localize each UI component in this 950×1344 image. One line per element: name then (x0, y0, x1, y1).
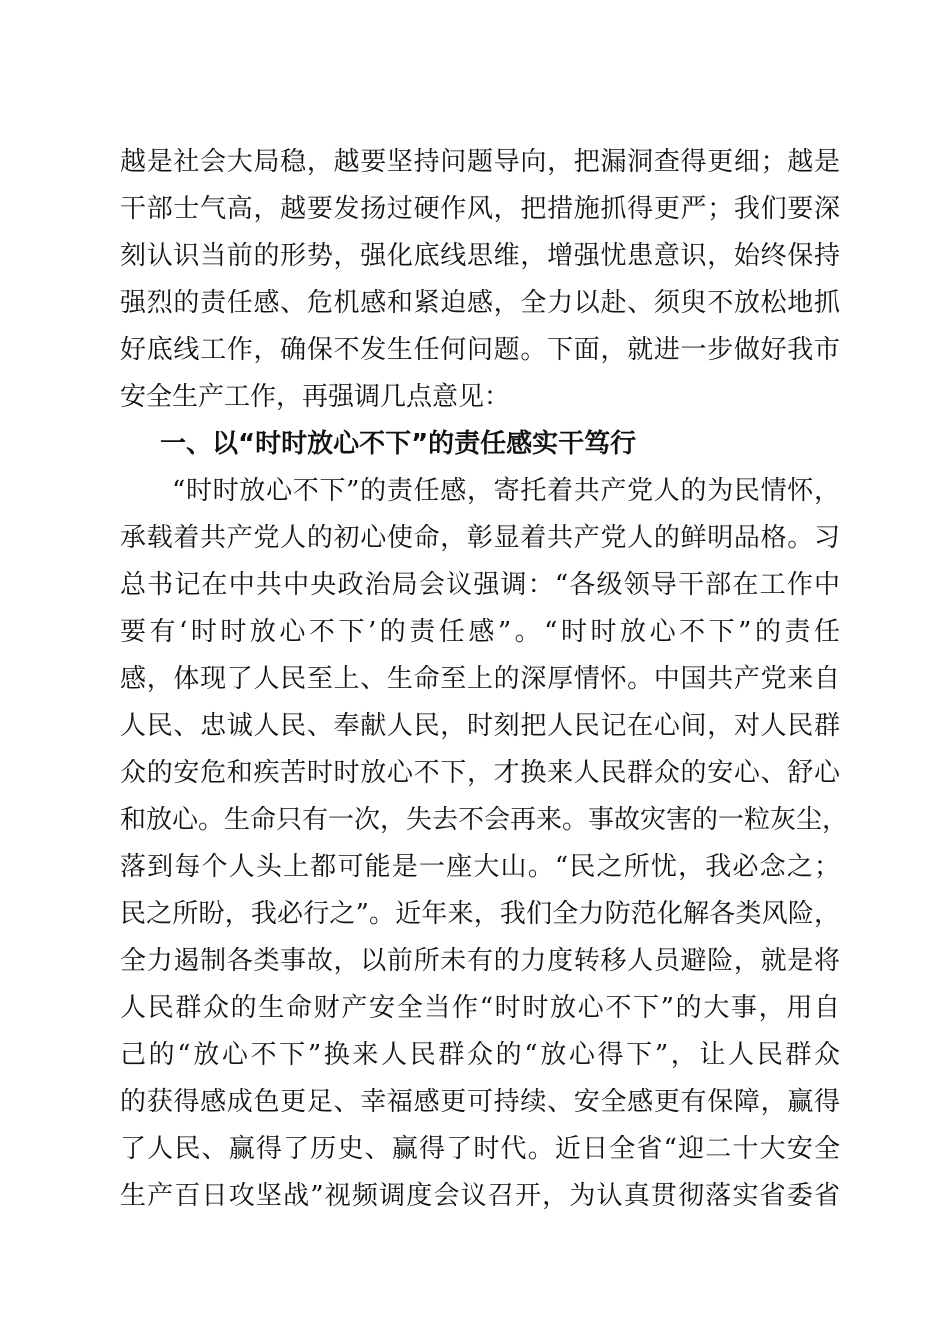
paragraph-2-line-2: 承载着共产党人的初心使命，彰显着共产党人的鲜明品格。习 (120, 523, 840, 553)
paragraph-2-line-5: 感，体现了人民至上、生命至上的深厚情怀。中国共产党来自 (120, 664, 840, 694)
paragraph-2-line-11: 全力遏制各类事故，以前所未有的力度转移人员避险，就是将 (120, 946, 840, 976)
paragraph-2-line-4: 要有‘时时放心不下’的责任感”。“时时放心不下”的责任 (120, 617, 840, 647)
paragraph-2-line-9: 落到每个人头上都可能是一座大山。“民之所忧，我必念之； (120, 852, 840, 882)
paragraph-2-line-8: 和放心。生命只有一次，失去不会再来。事故灾害的一粒灰尘， (120, 805, 849, 835)
section-heading-1: 一、以“时时放心不下”的责任感实干笃行 (160, 429, 637, 459)
paragraph-2-line-3: 总书记在中共中央政治局会议强调：“各级领导干部在工作中 (120, 570, 840, 600)
paragraph-2-line-14: 的获得感成色更足、幸福感更可持续、安全感更有保障，赢得 (120, 1087, 840, 1117)
paragraph-2-line-16: 生产百日攻坚战”视频调度会议召开，为认真贯彻落实省委省 (120, 1181, 840, 1211)
paragraph-2-line-15: 了人民、赢得了历史、赢得了时代。近日全省“迎二十大安全 (120, 1134, 840, 1164)
paragraph-1-line-6: 安全生产工作，再强调几点意见： (120, 382, 511, 412)
paragraph-2-line-1: “时时放心不下”的责任感，寄托着共产党人的为民情怀， (172, 476, 840, 506)
paragraph-2-line-10: 民之所盼，我必行之”。近年来，我们全力防范化解各类风险， (120, 899, 840, 929)
paragraph-1-line-1: 越是社会大局稳，越要坚持问题导向，把漏洞查得更细；越是 (120, 147, 840, 177)
paragraph-1-line-2: 干部士气高，越要发扬过硬作风，把措施抓得更严；我们要深 (120, 194, 840, 224)
paragraph-2-line-7: 众的安危和疾苦时时放心不下，才换来人民群众的安心、舒心 (120, 758, 840, 788)
paragraph-1-line-3: 刻认识当前的形势，强化底线思维，增强忧患意识，始终保持 (120, 241, 840, 271)
paragraph-2-line-12: 人民群众的生命财产安全当作“时时放心不下”的大事，用自 (120, 993, 840, 1023)
paragraph-1-line-5: 好底线工作，确保不发生任何问题。下面，就进一步做好我市 (120, 335, 840, 365)
paragraph-2-line-6: 人民、忠诚人民、奉献人民，时刻把人民记在心间，对人民群 (120, 711, 840, 741)
paragraph-2-line-13: 己的“放心不下”换来人民群众的“放心得下”，让人民群众 (120, 1040, 840, 1070)
paragraph-1-line-4: 强烈的责任感、危机感和紧迫感，全力以赴、须臾不放松地抓 (120, 288, 840, 318)
